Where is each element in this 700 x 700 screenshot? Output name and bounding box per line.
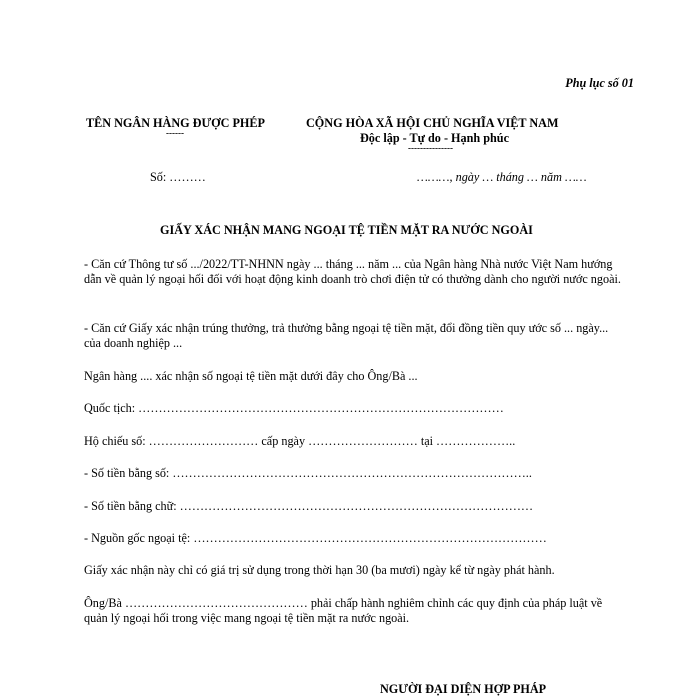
amount-in-words-field: - Số tiền bằng chữ: …………………………………………………………………………… bbox=[84, 499, 534, 513]
passport-field: Hộ chiếu số: ……………………… cấp ngày ……………………… tại ……………….. bbox=[84, 434, 516, 448]
country-name: CỘNG HÒA XÃ HỘI CHỦ NGHĨA VIỆT NAM bbox=[306, 116, 559, 130]
place-date: ………, ngày … tháng … năm …… bbox=[417, 170, 587, 184]
bank-name-underline: ------ bbox=[166, 128, 184, 138]
document-number: Số: ……… bbox=[150, 170, 206, 184]
legal-basis-2: - Căn cứ Giấy xác nhận trúng thưởng, trả thưởng bằng ngoại tệ tiền mặt, đổi đồng tiền quy ước số ... ngày... của doanh nghiệp ... bbox=[84, 321, 609, 350]
currency-origin-field: - Nguồn gốc ngoại tệ: …………………………………………………………………………… bbox=[84, 531, 547, 545]
compliance-statement: Ông/Bà ……………………………………… phải chấp hành nghiêm chỉnh các quy định của pháp luật về quản lý ngoại hối trong việc mang ngoại tệ tiền mặt ra nước ngoài. bbox=[84, 596, 603, 625]
amount-in-numbers-field: - Số tiền bằng số: …………………………………………………………………………….. bbox=[84, 466, 532, 480]
document-title: GIẤY XÁC NHẬN MANG NGOẠI TỆ TIỀN MẶT RA NƯỚC NGOÀI bbox=[160, 223, 533, 237]
bank-name: TÊN NGÂN HÀNG ĐƯỢC PHÉP bbox=[86, 116, 265, 130]
legal-basis-1: - Căn cứ Thông tư số .../2022/TT-NHNN ngày ... tháng ... năm ... của Ngân hàng Nhà nước Việt Nam hướng dẫn về quản lý ngoại hối đối với hoạt động kinh doanh trò chơi điện tử có thưởng dành cho người nước ngoài. bbox=[84, 257, 621, 286]
confirmation-statement: Ngân hàng .... xác nhận số ngoại tệ tiền mặt dưới đây cho Ông/Bà ... bbox=[84, 369, 418, 383]
nationality-field: Quốc tịch: ……………………………………………………………………………… bbox=[84, 401, 504, 415]
motto-underline: --------------- bbox=[408, 143, 453, 153]
signature-title: NGƯỜI ĐẠI DIỆN HỢP PHÁP bbox=[380, 682, 547, 696]
national-motto: Độc lập - Tự do - Hạnh phúc bbox=[360, 131, 509, 145]
appendix-label: Phụ lục số 01 bbox=[565, 76, 634, 90]
validity-statement: Giấy xác nhận này chỉ có giá trị sử dụng trong thời hạn 30 (ba mươi) ngày kể từ ngày phát hành. bbox=[84, 563, 555, 577]
